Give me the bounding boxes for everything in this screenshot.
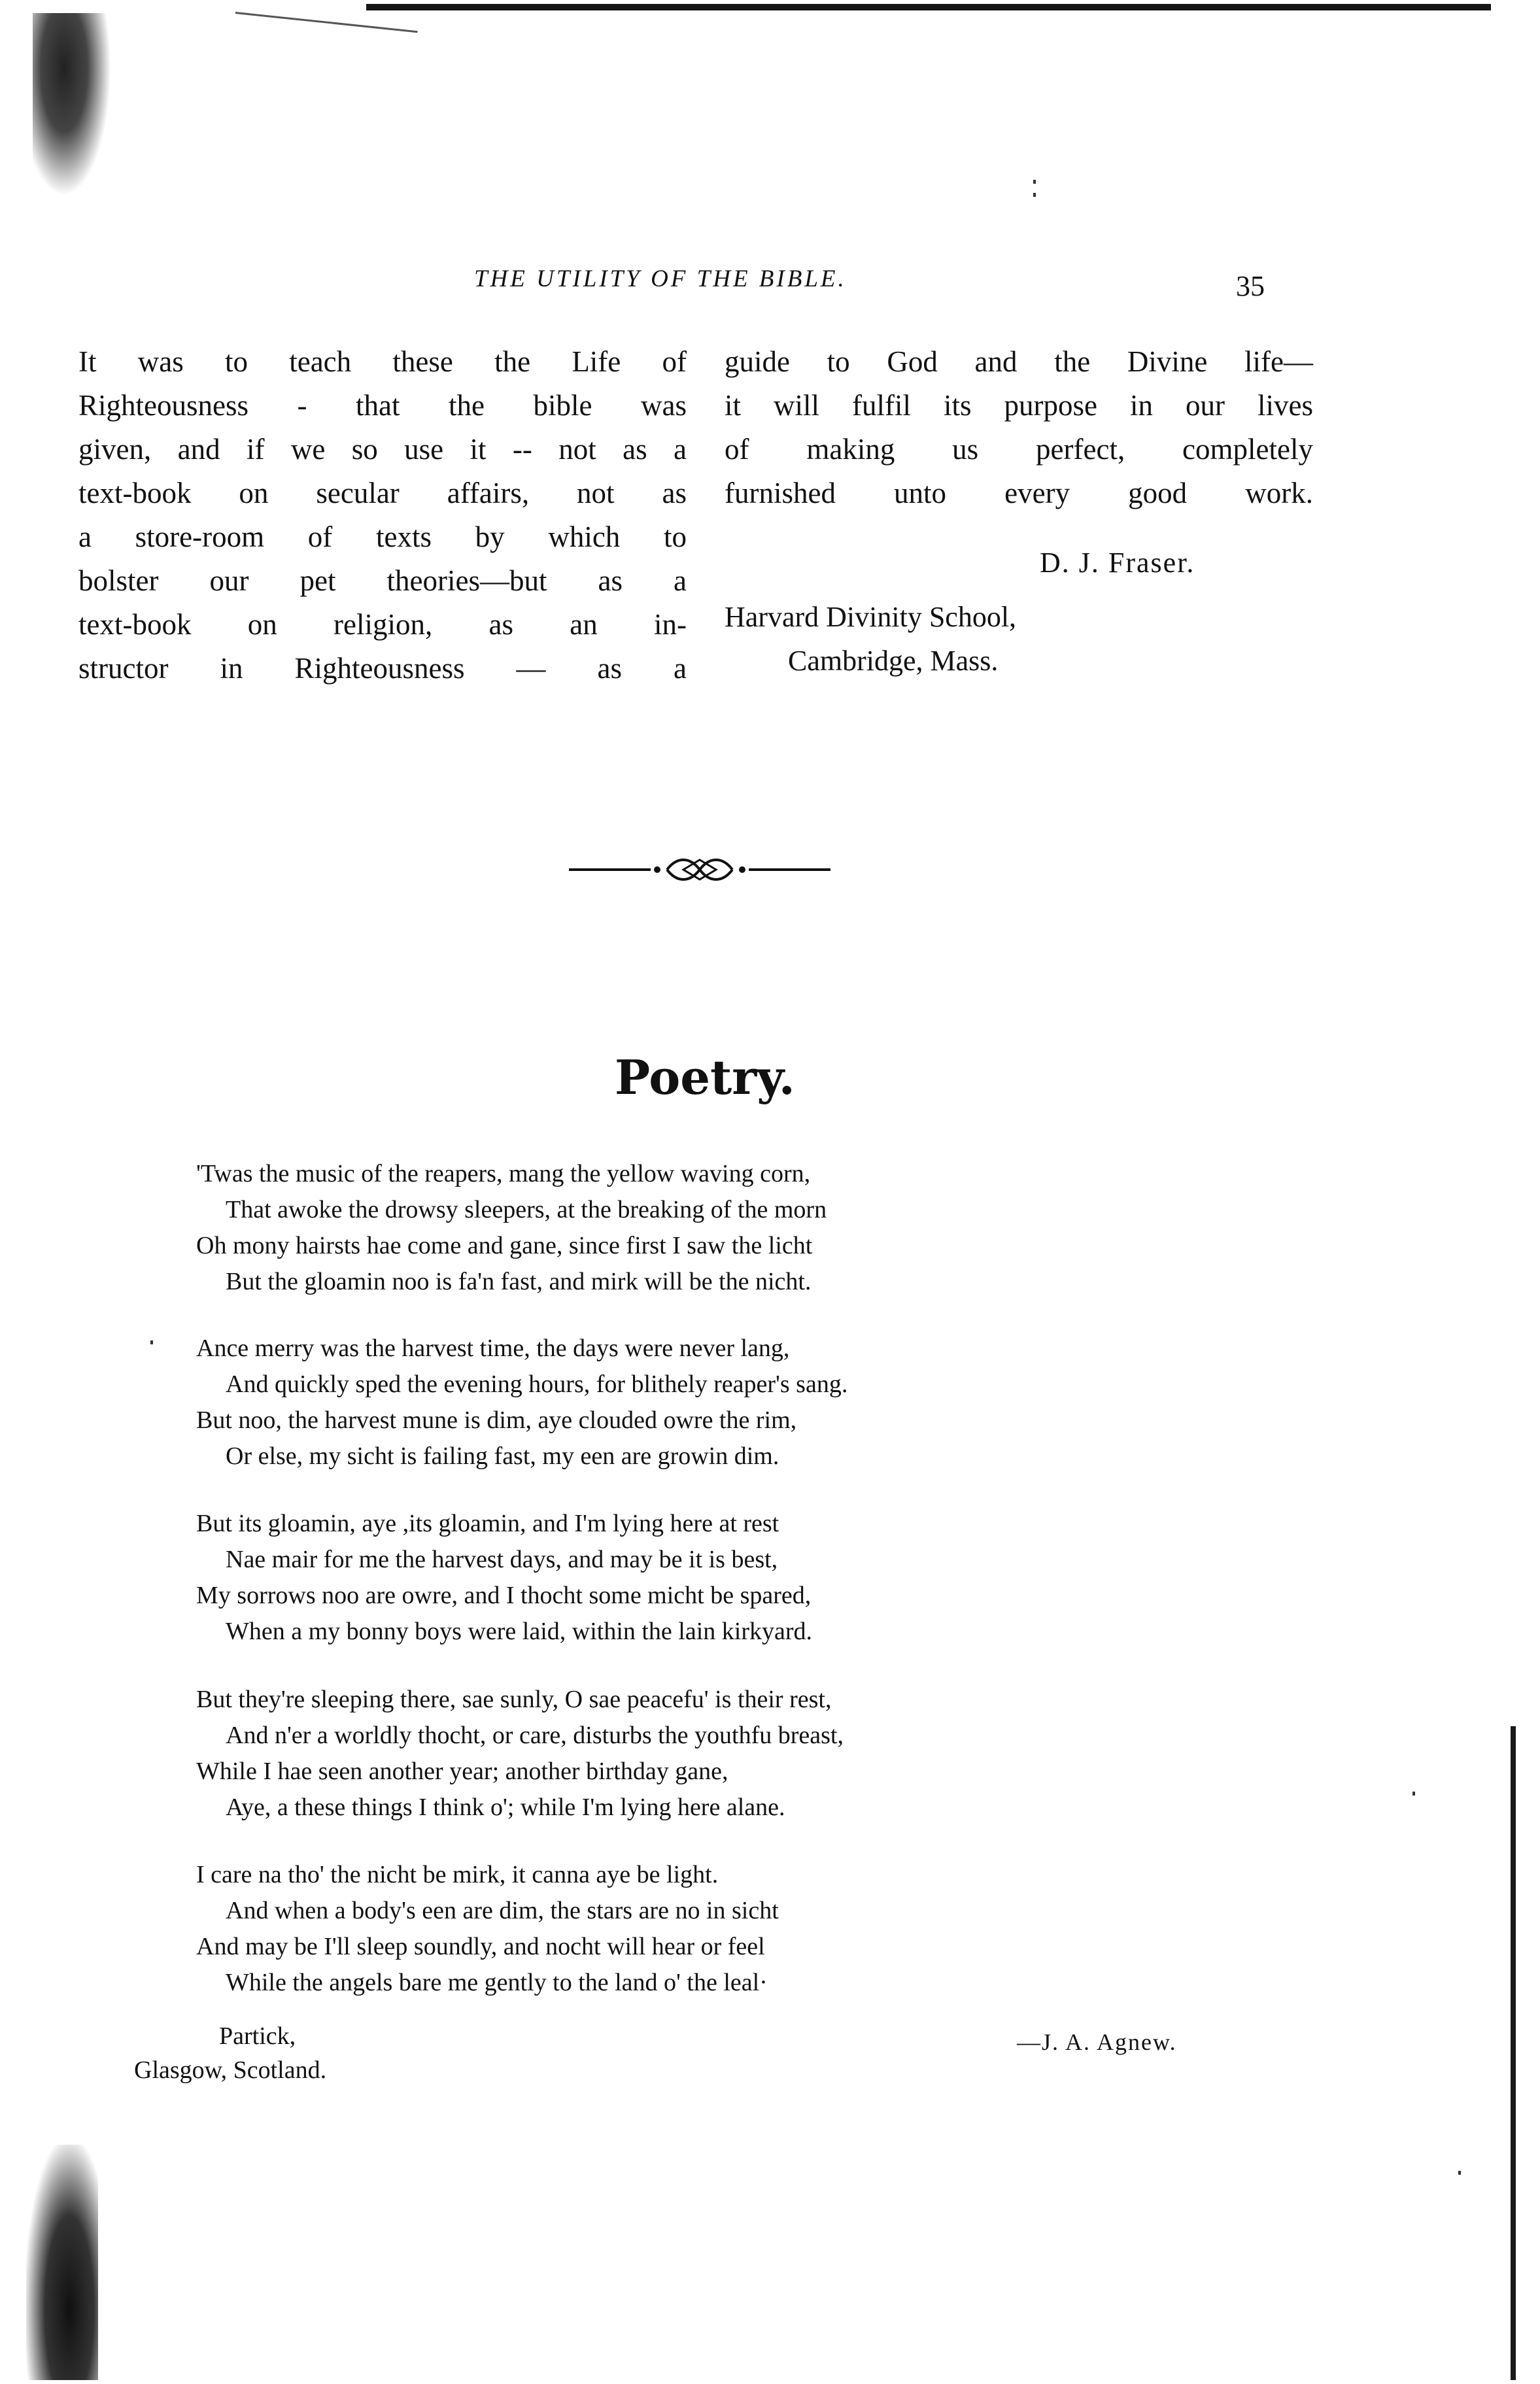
verse-line: My sorrows noo are owre, and I thocht some micht be spared,: [196, 1582, 812, 1609]
scan-top-border: [366, 4, 1491, 10]
text-line: bolster our pet theories—but as a: [78, 564, 687, 597]
text-line: Righteousness - that the bible was: [78, 389, 687, 422]
verse-line: Aye, a these things I think o'; while I'm lying here alane.: [226, 1794, 785, 1821]
verse-line: While I hae seen another year; another birthday gane,: [196, 1758, 728, 1785]
verse-line: Nae mair for me the harvest days, and may be it is best,: [226, 1546, 778, 1573]
verse-line: Oh mony hairsts hae come and gane, since first I saw the licht: [196, 1232, 813, 1259]
scan-edge-blot-top: [33, 13, 111, 196]
text-line: a store-room of texts by which to: [78, 520, 687, 553]
scan-speck: [1033, 180, 1036, 184]
ornament-divider: [569, 853, 830, 886]
author-school: Harvard Divinity School,: [725, 601, 1017, 633]
text-line: text-book on religion, as an in-: [78, 608, 687, 641]
article-author: D. J. Fraser.: [1040, 547, 1195, 579]
verse-line: While the angels bare me gently to the land o' the leal·: [226, 1969, 768, 1996]
running-title: THE UTILITY OF THE BIBLE.: [474, 265, 847, 292]
poem-place-line2: Glasgow, Scotland.: [134, 2056, 327, 2084]
scan-speck: [1458, 2171, 1461, 2175]
text-line: given, and if we so use it -- not as a: [78, 433, 687, 466]
verse-line: But they're sleeping there, sae sunly, O sae peacefu' is their rest,: [196, 1686, 832, 1713]
text-line: structor in Righteousness — as a: [78, 652, 687, 685]
text-line: furnished unto every good work.: [725, 477, 1313, 509]
verse-line: When a my bonny boys were laid, within the lain kirkyard.: [226, 1618, 813, 1645]
article-right-column: [725, 340, 1313, 515]
poem-author: —J. A. Agnew.: [1017, 2029, 1177, 2055]
scan-speck: [1412, 1792, 1415, 1796]
verse-line: Ance merry was the harvest time, the days were never lang,: [196, 1335, 790, 1362]
poem-stanza: [196, 1682, 844, 1826]
poem-stanza: [196, 1506, 812, 1650]
verse-line: And n'er a worldly thocht, or care, disturbs the youthfu breast,: [226, 1722, 844, 1749]
page-number: 35: [1236, 270, 1265, 302]
scan-right-edge-bar: [1511, 1726, 1516, 2380]
poem-place-line1: Partick,: [219, 2022, 296, 2050]
scan-speck: [150, 1340, 153, 1344]
poetry-heading: Poetry.: [615, 1049, 795, 1105]
scan-top-streak: [235, 12, 418, 33]
poem-stanza: [196, 1156, 827, 1300]
verse-line: And quickly sped the evening hours, for blithely reaper's sang.: [226, 1371, 848, 1398]
poem-stanza: [196, 1331, 847, 1474]
text-line: text-book on secular affairs, not as: [78, 477, 687, 509]
poem-stanza: [196, 1857, 779, 2001]
article-left-column: [78, 340, 687, 690]
text-line: it will fulfil its purpose in our lives: [725, 389, 1313, 422]
scan-speck: [1033, 193, 1036, 197]
verse-line: But its gloamin, aye ,its gloamin, and I'm lying here at rest: [196, 1510, 779, 1537]
verse-line: That awoke the drowsy sleepers, at the breaking of the morn: [226, 1196, 827, 1223]
text-line: of making us perfect, completely: [725, 433, 1313, 466]
verse-line: And may be I'll sleep soundly, and nocht will hear or feel: [196, 1933, 765, 1960]
verse-line: I care na tho' the nicht be mirk, it canna aye be light.: [196, 1861, 719, 1888]
verse-line: 'Twas the music of the reapers, mang the yellow waving corn,: [196, 1160, 811, 1187]
verse-line: Or else, my sicht is failing fast, my een are growin dim.: [226, 1442, 779, 1470]
author-city: Cambridge, Mass.: [788, 645, 999, 677]
text-line: guide to God and the Divine life—: [725, 345, 1313, 378]
text-line: It was to teach these the Life of: [78, 345, 687, 378]
verse-line: And when a body's een are dim, the stars are no in sicht: [226, 1897, 779, 1924]
scan-edge-blot-bottom: [26, 2145, 98, 2380]
verse-line: But the gloamin noo is fa'n fast, and mirk will be the nicht.: [226, 1268, 812, 1295]
verse-line: But noo, the harvest mune is dim, aye clouded owre the rim,: [196, 1406, 797, 1434]
